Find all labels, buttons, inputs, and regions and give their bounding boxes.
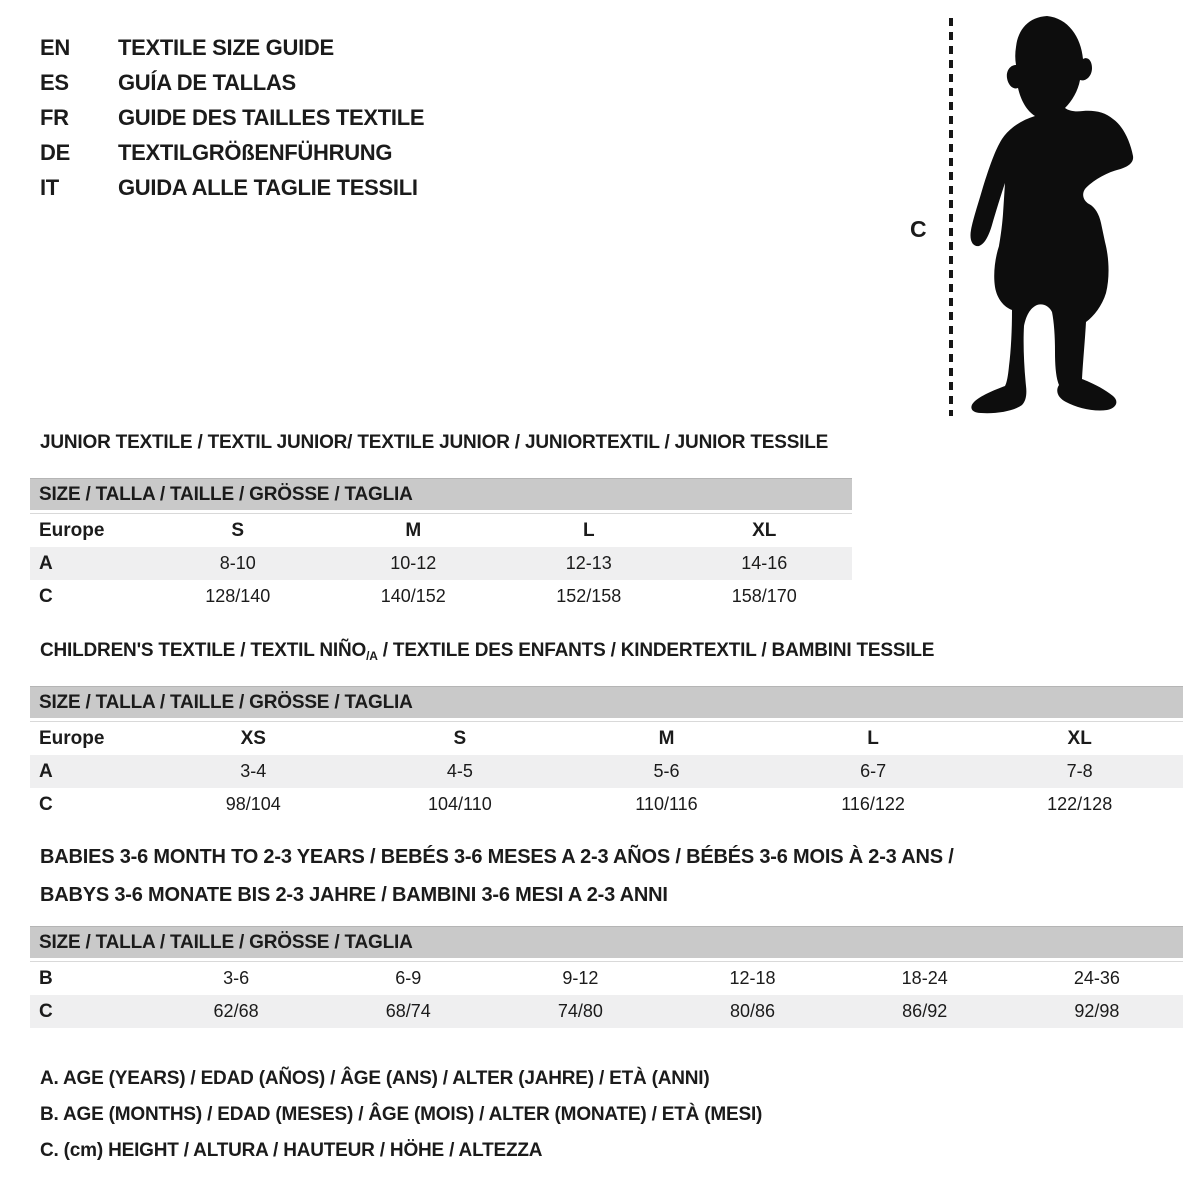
language-title: TEXTILGRÖßENFÜHRUNG	[118, 139, 393, 165]
childrens-size-table	[30, 686, 1183, 821]
measure-c-label: C	[910, 216, 927, 242]
value-cell: 3-4	[240, 761, 267, 781]
language-row	[40, 135, 424, 170]
size-header-bar: SIZE / TALLA / TAILLE / GRÖSSE / TAGLIA	[30, 926, 1183, 961]
row-label: C	[39, 793, 53, 815]
babies-size-table	[30, 926, 1183, 1028]
row-label: Europe	[30, 722, 150, 756]
language-title: GUIDA ALLE TAGLIE TESSILI	[118, 174, 418, 200]
value-cell: 68/74	[385, 1001, 431, 1021]
value-cell: 86/92	[902, 1001, 948, 1021]
value-cell: 24-36	[1011, 962, 1183, 996]
language-row	[40, 170, 424, 205]
value-cell: 158/170	[731, 586, 797, 606]
babies-section-title	[40, 838, 954, 914]
language-code: FR	[40, 104, 69, 130]
language-code: DE	[40, 139, 70, 165]
value-cell: 122/128	[1047, 794, 1113, 814]
language-title-list	[40, 30, 424, 205]
table-row	[30, 962, 1183, 996]
value-cell: 10-12	[390, 553, 437, 573]
value-cell: 110/116	[635, 794, 698, 814]
language-title: TEXTILE SIZE GUIDE	[118, 34, 334, 60]
legend-line-b: B. AGE (MONTHS) / EDAD (MESES) / ÂGE (MOIS) / ALTER (MONATE) / ETÀ (MESI)	[40, 1104, 763, 1125]
table-row	[30, 514, 852, 548]
value-cell: 14-16	[741, 553, 788, 573]
row-label: C	[39, 1000, 53, 1022]
value-cell: 98/104	[225, 794, 281, 814]
value-cell: 74/80	[557, 1001, 603, 1021]
size-header-bar: SIZE / TALLA / TAILLE / GRÖSSE / TAGLIA	[30, 478, 852, 513]
childrens-section-title	[40, 640, 934, 663]
value-cell: 62/68	[213, 1001, 259, 1021]
size-header-bar: SIZE / TALLA / TAILLE / GRÖSSE / TAGLIA	[30, 686, 1183, 721]
junior-size-table-grid	[30, 513, 852, 613]
table-row	[30, 995, 1183, 1028]
value-cell: 5-6	[653, 761, 680, 781]
language-title: GUÍA DE TALLAS	[118, 69, 296, 95]
value-cell: 104/110	[428, 794, 492, 814]
measurement-legend	[40, 1061, 762, 1169]
size-cell: M	[326, 514, 502, 548]
size-cell: S	[150, 514, 326, 548]
childrens-title-part2: / TEXTILE DES ENFANTS / KINDERTEXTIL / BAMBINI TESSILE	[377, 640, 935, 661]
language-code: EN	[40, 34, 70, 60]
value-cell: 8-10	[219, 553, 256, 573]
junior-section-title: JUNIOR TEXTILE / TEXTIL JUNIOR/ TEXTILE JUNIOR / JUNIORTEXTIL / JUNIOR TESSILE	[40, 432, 829, 453]
value-cell: 12-18	[666, 962, 838, 996]
language-row	[40, 65, 424, 100]
size-cell: L	[770, 722, 977, 756]
childrens-title-part1: CHILDREN'S TEXTILE / TEXTIL NIÑO	[40, 640, 367, 661]
table-row	[30, 580, 852, 613]
row-label: Europe	[30, 514, 150, 548]
value-cell: 92/98	[1074, 1001, 1120, 1021]
babies-title-line2: BABYS 3-6 MONATE BIS 2-3 JAHRE / BAMBINI 3-6 MESI A 2-3 ANNI	[40, 884, 668, 906]
childrens-title-subscript: /A	[366, 649, 378, 663]
size-cell: S	[357, 722, 564, 756]
value-cell: 152/158	[556, 586, 622, 606]
value-cell: 12-13	[565, 553, 612, 573]
table-row	[30, 788, 1183, 821]
childrens-size-table-grid	[30, 721, 1183, 821]
toddler-silhouette	[962, 14, 1142, 416]
table-row	[30, 755, 1183, 788]
size-cell: XL	[677, 514, 853, 548]
value-cell: 128/140	[205, 586, 271, 606]
row-label: A	[39, 760, 53, 782]
legend-line-c: C. (cm) HEIGHT / ALTURA / HAUTEUR / HÖHE / ALTEZZA	[40, 1140, 543, 1161]
value-cell: 6-7	[860, 761, 887, 781]
value-cell: 9-12	[494, 962, 666, 996]
babies-size-table-grid	[30, 961, 1183, 1028]
height-dashed-line	[949, 18, 953, 416]
row-label: B	[30, 962, 150, 996]
language-title: GUIDE DES TAILLES TEXTILE	[118, 104, 425, 130]
size-cell: XS	[150, 722, 357, 756]
language-code: ES	[40, 69, 69, 95]
value-cell: 6-9	[322, 962, 494, 996]
size-cell: XL	[976, 722, 1183, 756]
value-cell: 7-8	[1066, 761, 1093, 781]
value-cell: 4-5	[446, 761, 473, 781]
babies-title-line1: BABIES 3-6 MONTH TO 2-3 YEARS / BEBÉS 3-6 MESES A 2-3 AÑOS / BÉBÉS 3-6 MOIS À 2-3 ANS /	[40, 846, 954, 868]
table-row	[30, 722, 1183, 756]
value-cell: 3-6	[150, 962, 322, 996]
value-cell: 18-24	[839, 962, 1011, 996]
value-cell: 116/122	[841, 794, 905, 814]
size-cell: M	[563, 722, 770, 756]
language-row	[40, 30, 424, 65]
junior-size-table	[30, 478, 852, 613]
value-cell: 140/152	[380, 586, 446, 606]
value-cell: 80/86	[730, 1001, 776, 1021]
language-row	[40, 100, 424, 135]
row-label: A	[39, 552, 53, 574]
language-code: IT	[40, 174, 59, 200]
row-label: C	[39, 585, 53, 607]
table-row	[30, 547, 852, 580]
size-cell: L	[501, 514, 677, 548]
legend-line-a: A. AGE (YEARS) / EDAD (AÑOS) / ÂGE (ANS) / ALTER (JAHRE) / ETÀ (ANNI)	[40, 1068, 710, 1089]
